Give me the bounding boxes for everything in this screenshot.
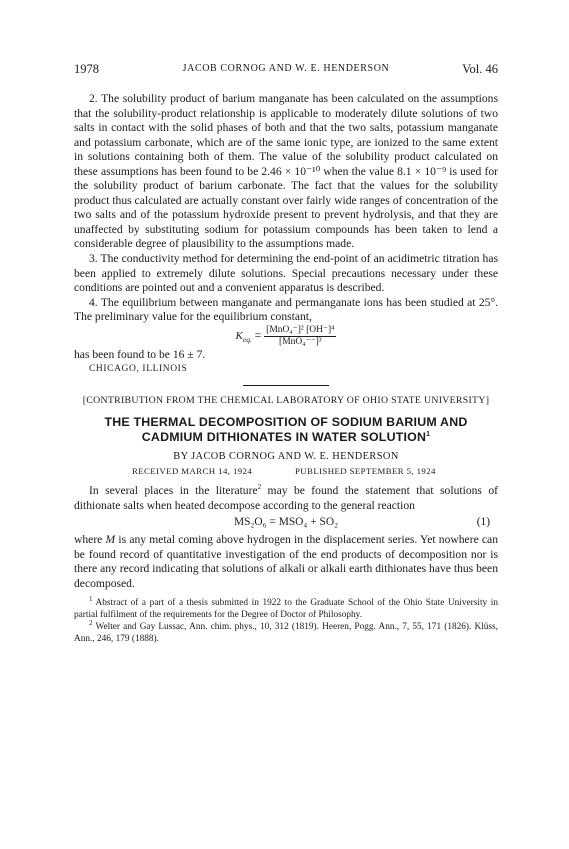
journal-page — [74, 62, 498, 646]
footnote-2: $^2$ Welter and Gay Lussac, Ann. chim. phys., 10, 312 (1819). Heeren, Pogg. Ann., 7, 55, 171 (1826). Klüss, Ann., 246, 179 (1888). — [74, 619, 498, 645]
metal-symbol: M — [105, 533, 116, 547]
page-number: 1978 — [74, 62, 99, 76]
summary-point-2: 2. The solubility product of barium manganate has been calculated on the assumptions that the solubility-product relationship is applicable to moderately dilute solutions of two salts in contact with the solid phases of both and that the two salts, potassium manganate and potassium carbonate, which are of the same ionic type, are ionized to the same extent in solutions containing both of them. The value of the solubility product calculated on these assumptions has been found to be 2.46 × 10⁻¹⁰ when the value 8.1 × 10⁻⁹ is used for the solubility product of barium carbonate. The fact that the values for the solubility product thus calculated are actually constant over fairly wide ranges of concentration of the two salts and of the potassium hydroxide present to prevent hydrolysis, and that they are unaffected by substituting sodium for potassium compounds has been taken to lend a considerable degree of plausibility to the assumptions made. — [74, 92, 498, 251]
article-dates — [74, 465, 498, 479]
received-date: RECEIVED MARCH 14, 1924 — [132, 466, 253, 477]
keq-equals: = — [251, 328, 265, 342]
keq-fraction — [264, 325, 336, 348]
title-line-1: THE THERMAL DECOMPOSITION OF SODIUM BARIUM AND — [104, 415, 468, 430]
published-date: PUBLISHED SEPTEMBER 5, 1924 — [295, 466, 436, 477]
summary-point-3: 3. The conductivity method for determining the end-point of an acidimetric titration has been applied to extremely dilute solutions. Special precautions necessary under these conditions are pointed out and a convenient apparatus is described. — [74, 252, 498, 295]
keq-symbol: $K_{eq.}$ — [235, 329, 252, 345]
footnote-ref-2: 2 — [257, 483, 262, 492]
intro-paragraph: In several places in the literature$^2$ may be found the statement that solutions of dithionate salts when heated decompose according to the general reaction — [74, 483, 499, 512]
keq-numerator: [MnO₄⁻]² [OH⁻]⁴ — [266, 324, 335, 335]
body-paragraph: where M is any metal coming above hydrogen in the displacement series. Yet nowhere can be found record of quantitative investigation of the end products of decomposition nor is there any record indicating that solutions of alkali or alkali earth dithionates have thus been decomposed. — [74, 533, 498, 591]
title-line-2: CADMIUM DITHIONATES IN WATER SOLUTION — [141, 430, 427, 445]
byline: BY JACOB CORNOG AND W. E. HENDERSON — [173, 451, 399, 463]
summary-point-4: 4. The equilibrium between manganate and permanganate ions has been studied at 25°. The preliminary value for the equilibrium constant, — [74, 295, 498, 324]
article-divider — [243, 385, 329, 386]
place-line: CHICAGO, ILLINOIS — [89, 364, 188, 375]
summary-point-4-result: has been found to be 16 ± 7. — [74, 347, 206, 361]
running-title: JACOB CORNOG AND W. E. HENDERSON — [182, 63, 390, 74]
volume-label: Vol. 46 — [462, 62, 498, 76]
running-header — [74, 62, 498, 78]
reaction-equation — [74, 514, 498, 532]
title-footnote-mark: 1 — [426, 431, 431, 439]
equation-text: MS₂O₆ = MSO₄ + SO₂ — [233, 516, 339, 529]
contribution-line: [CONTRIBUTION FROM THE CHEMICAL LABORATORY OF OHIO STATE UNIVERSITY] — [82, 395, 490, 407]
keq-denominator: [MnO₄⁻⁻]³ — [279, 336, 322, 347]
equilibrium-constant-formula — [74, 325, 498, 348]
footnote-1: $^1$ Abstract of a part of a thesis submitted in 1922 to the Graduate School of the Ohio State University in partial fulfilment of the requirements for the Degree of Doctor of Philosophy. — [74, 594, 498, 620]
article-title — [74, 415, 498, 445]
equation-number: (1) — [476, 516, 490, 529]
